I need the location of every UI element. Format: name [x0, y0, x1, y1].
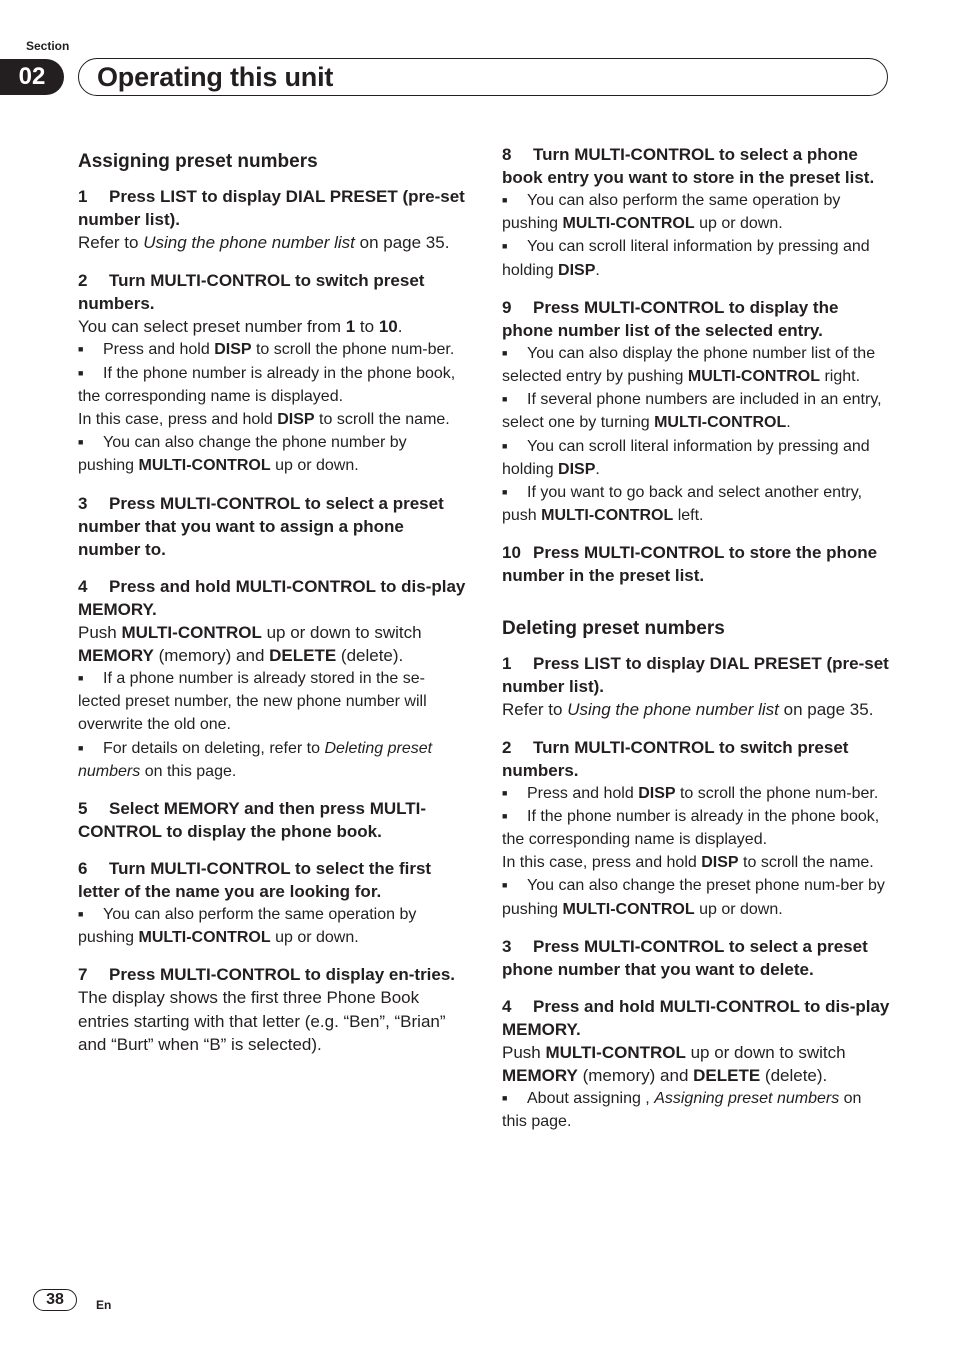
paragraph: In this case, press and hold DISP to scroll the name. [502, 854, 874, 872]
bullet-item: ■ If you want to go back and select another entry, push MULTI-CONTROL left. [502, 484, 863, 525]
paragraph: Push MULTI-CONTROL up or down to switch MEMORY (memory) and DELETE (delete). [502, 1042, 846, 1086]
bullet-item: ■ You can scroll literal information by pressing and holding DISP. [502, 437, 870, 478]
bullet-item: ■ If several phone numbers are included in an entry, select one by turning MULTI-CONTROL. [502, 391, 882, 432]
step-heading: 2 Turn MULTI-CONTROL to switch preset numbers. [78, 271, 425, 314]
bullet-item: ■ For details on deleting, refer to Deleting preset numbers on this page. [78, 739, 433, 780]
bullet-item: ■ If the phone number is already in the phone book, the corresponding name is displayed. [78, 364, 456, 405]
language-label: En [96, 1298, 112, 1312]
bullet-item: ■ You can also change the phone number by pushing MULTI-CONTROL up or down. [78, 434, 407, 475]
bullet-item: ■ About assigning , Assigning preset numbers on this page. [502, 1090, 862, 1131]
bullet-item: ■ You can also perform the same operation by pushing MULTI-CONTROL up or down. [78, 906, 417, 947]
step-heading: 1 Press LIST to display DIAL PRESET (pre-set number list). [502, 654, 889, 697]
paragraph: You can select preset number from 1 to 10. [78, 317, 403, 337]
bullet-item: ■ You can also display the phone number list of the selected entry by pushing MULTI-CONTROL right. [502, 344, 876, 386]
step-heading: 7 Press MULTI-CONTROL to display en-tries. [78, 965, 456, 985]
right-column [502, 140, 890, 1134]
section-label: Section [26, 39, 70, 53]
step-heading: 2 Turn MULTI-CONTROL to switch preset numbers. [502, 737, 849, 780]
paragraph: In this case, press and hold DISP to scroll the name. [78, 411, 450, 429]
step-heading: 4 Press and hold MULTI-CONTROL to dis-play MEMORY. [78, 576, 466, 619]
paragraph: Refer to Using the phone number list on page 35. [502, 700, 874, 720]
bullet-item: ■ If the phone number is already in the phone book, the corresponding name is displayed. [502, 807, 880, 849]
section-heading-assigning: Assigning preset numbers [78, 151, 318, 172]
bullet-item: ■ You can also change the preset phone num-ber by pushing MULTI-CONTROL up or down. [502, 877, 885, 918]
left-column [78, 140, 466, 1056]
section-number-badge: 02 [0, 59, 64, 95]
bullet-item: ■ Press and hold DISP to scroll the phone num-ber. [78, 341, 455, 359]
step-heading: 8 Turn MULTI-CONTROL to select a phone book entry you want to store in the preset list. [502, 145, 875, 187]
paragraph: Push MULTI-CONTROL up or down to switch MEMORY (memory) and DELETE (delete). [78, 622, 422, 665]
bullet-item: ■ You can also perform the same operation by pushing MULTI-CONTROL up or down. [502, 192, 841, 233]
bullet-item: ■ Press and hold DISP to scroll the phone num-ber. [502, 784, 879, 802]
step-heading: 4 Press and hold MULTI-CONTROL to dis-play MEMORY. [502, 996, 890, 1039]
paragraph: Refer to Using the phone number list on page 35. [78, 233, 450, 252]
bullet-item: ■ If a phone number is already stored in the se-lected preset number, the new phone number will overwrite the old one. [78, 670, 427, 734]
step-heading: 3 Press MULTI-CONTROL to select a preset phone number that you want to delete. [502, 936, 868, 979]
step-heading: 9 Press MULTI-CONTROL to display the phone number list of the selected entry. [502, 297, 839, 340]
paragraph: The display shows the first three Phone Book entries starting with that letter (e.g. “Ben”, “Brian” and “Burt” when “B” is selected). [78, 988, 446, 1054]
step-heading: 10 Press MULTI-CONTROL to store the phone number in the preset list. [502, 543, 878, 586]
page-title: Operating this unit [97, 62, 334, 92]
step-heading: 3 Press MULTI-CONTROL to select a preset number that you want to assign a phone number to. [78, 493, 444, 559]
step-heading: 5 Select MEMORY and then press MULTI-CONTROL to display the phone book. [78, 799, 427, 842]
page-number: 38 [33, 1289, 77, 1311]
bullet-item: ■ You can scroll literal information by pressing and holding DISP. [502, 238, 870, 279]
step-heading: 6 Turn MULTI-CONTROL to select the first letter of the name you are looking for. [78, 859, 432, 902]
step-heading: 1 Press LIST to display DIAL PRESET (pre-set number list). [78, 187, 465, 229]
section-heading-deleting: Deleting preset numbers [502, 618, 725, 640]
